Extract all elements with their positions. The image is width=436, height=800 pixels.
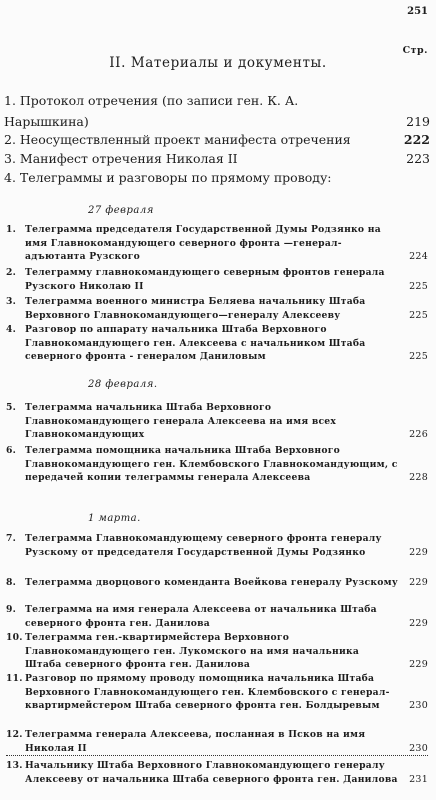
entry-number: 4. <box>6 324 17 335</box>
toc-entry <box>6 223 428 264</box>
entry-text: Телеграмма Главнокомандующему северного фронта генералу Рузскому от председателя Государственной Думы Родзянко <box>25 533 382 558</box>
toc-entry <box>6 759 428 786</box>
main-item <box>4 90 430 132</box>
main-item-text: 4. Телеграммы и разговоры по прямому проводу: <box>4 170 332 185</box>
entry-page: 229 <box>409 546 428 558</box>
entry-number: 12. <box>6 729 23 740</box>
main-item-text: 1. Протокол отречения (по записи ген. К. А. Нарышкина) <box>4 93 299 129</box>
entry-number: 2. <box>6 267 17 278</box>
main-item-page: 222 <box>403 132 430 147</box>
entry-page: 225 <box>409 280 428 292</box>
main-item-page: 219 <box>406 114 430 129</box>
entry-number: 1. <box>6 224 17 235</box>
toc-entry <box>6 323 428 364</box>
entry-text: Телеграмма председателя Государственной Думы Родзянко на имя Главнокомандующего северного фронта —генерал-адъютанта Рузского <box>25 224 381 262</box>
entry-text: Телеграмма ген.-квартирмейстера Верховного Главнокомандующего ген. Лукомского на имя начальника Штаба северного фронта ген. Данилова <box>25 632 360 670</box>
main-item <box>4 129 430 150</box>
main-item-page: 223 <box>406 151 430 166</box>
entry-number: 3. <box>6 296 17 307</box>
entry-number: 10. <box>6 632 23 643</box>
entry-text: Телеграмма дворцового коменданта Воейкова генералу Рузскому <box>25 577 398 588</box>
entry-text: Телеграмму главнокомандующего северным фронтов генерала Рузского Николаю II <box>25 267 385 292</box>
entry-number: 9. <box>6 604 17 615</box>
main-item <box>4 148 430 169</box>
entry-page: 231 <box>409 773 428 785</box>
entry-number: 8. <box>6 577 17 588</box>
entry-page: 224 <box>409 251 428 262</box>
entry-number: 5. <box>6 402 17 413</box>
main-item-text: 2. Неосуществленный проект манифеста отречения <box>4 132 351 147</box>
toc-entry <box>6 576 428 590</box>
toc-entry <box>6 672 428 713</box>
entry-page: 230 <box>409 742 428 754</box>
entry-text: Телеграмма генерала Алексеева, посланная в Псков на имя Николая II <box>25 729 366 754</box>
entry-page: 229 <box>409 617 428 629</box>
page-number: 251 <box>407 6 428 17</box>
entry-number: 7. <box>6 533 17 544</box>
toc-entry <box>6 444 428 485</box>
main-item <box>4 167 430 188</box>
entry-text: Разговор по аппарату начальника Штаба Верховного Главнокомандующего ген. Алексеева с начальником Штаба северного фронта - генералом Даниловым <box>25 324 366 362</box>
toc-entry <box>6 295 428 322</box>
toc-entry <box>6 266 428 293</box>
entry-page: 228 <box>409 472 428 483</box>
entry-page: 225 <box>409 309 428 321</box>
group-date: 27 февраля <box>88 205 154 216</box>
entry-text: Телеграмма военного министра Беляева начальнику Штаба Верховного Главнокомандующего—генералу Алексееву <box>25 296 366 321</box>
toc-entry <box>6 603 428 630</box>
main-item-text: 3. Манифест отречения Николая II <box>4 151 238 166</box>
entry-number: 6. <box>6 445 17 456</box>
entry-text: Телеграмма начальника Штаба Верховного Главнокомандующего генерала Алексеева на имя всех Главнокомандующих <box>25 402 337 440</box>
entry-text: Телеграмма помощника начальника Штаба Верховного Главнокомандующего ген. Клембовского Главнокомандующим, с передачей копии телеграммы генерала Алексеева <box>25 445 398 483</box>
entry-number: 13. <box>6 760 23 771</box>
toc-entry <box>6 532 428 559</box>
entry-text: Телеграмма на имя генерала Алексеева от начальника Штаба северного фронта ген. Данилова <box>25 604 377 629</box>
entry-page: 229 <box>409 577 428 588</box>
entry-page: 226 <box>409 429 428 440</box>
toc-entry <box>6 631 428 672</box>
entry-text: Разговор по прямому проводу помощника начальника Штаба Верховного Главнокомандующего ген. Клембовского с генерал-квартирмейстером Штаба северного фронта ген. Болдыревым <box>25 673 390 711</box>
entry-text: Начальнику Штаба Верховного Главнокомандующего генералу Алексееву от начальника Штаба северного фронта ген. Данилова <box>25 760 398 785</box>
entry-page: 225 <box>409 351 428 362</box>
group-date: 1 марта. <box>88 513 141 524</box>
entry-page: 230 <box>409 700 428 711</box>
toc-entry <box>6 728 428 756</box>
entry-number: 11. <box>6 673 23 684</box>
section-title: II. Материалы и документы. <box>109 55 327 71</box>
entry-page: 229 <box>409 659 428 670</box>
page-column-header: Стр. <box>402 45 428 56</box>
toc-entry <box>6 401 428 442</box>
group-date: 28 февраля. <box>88 379 158 390</box>
